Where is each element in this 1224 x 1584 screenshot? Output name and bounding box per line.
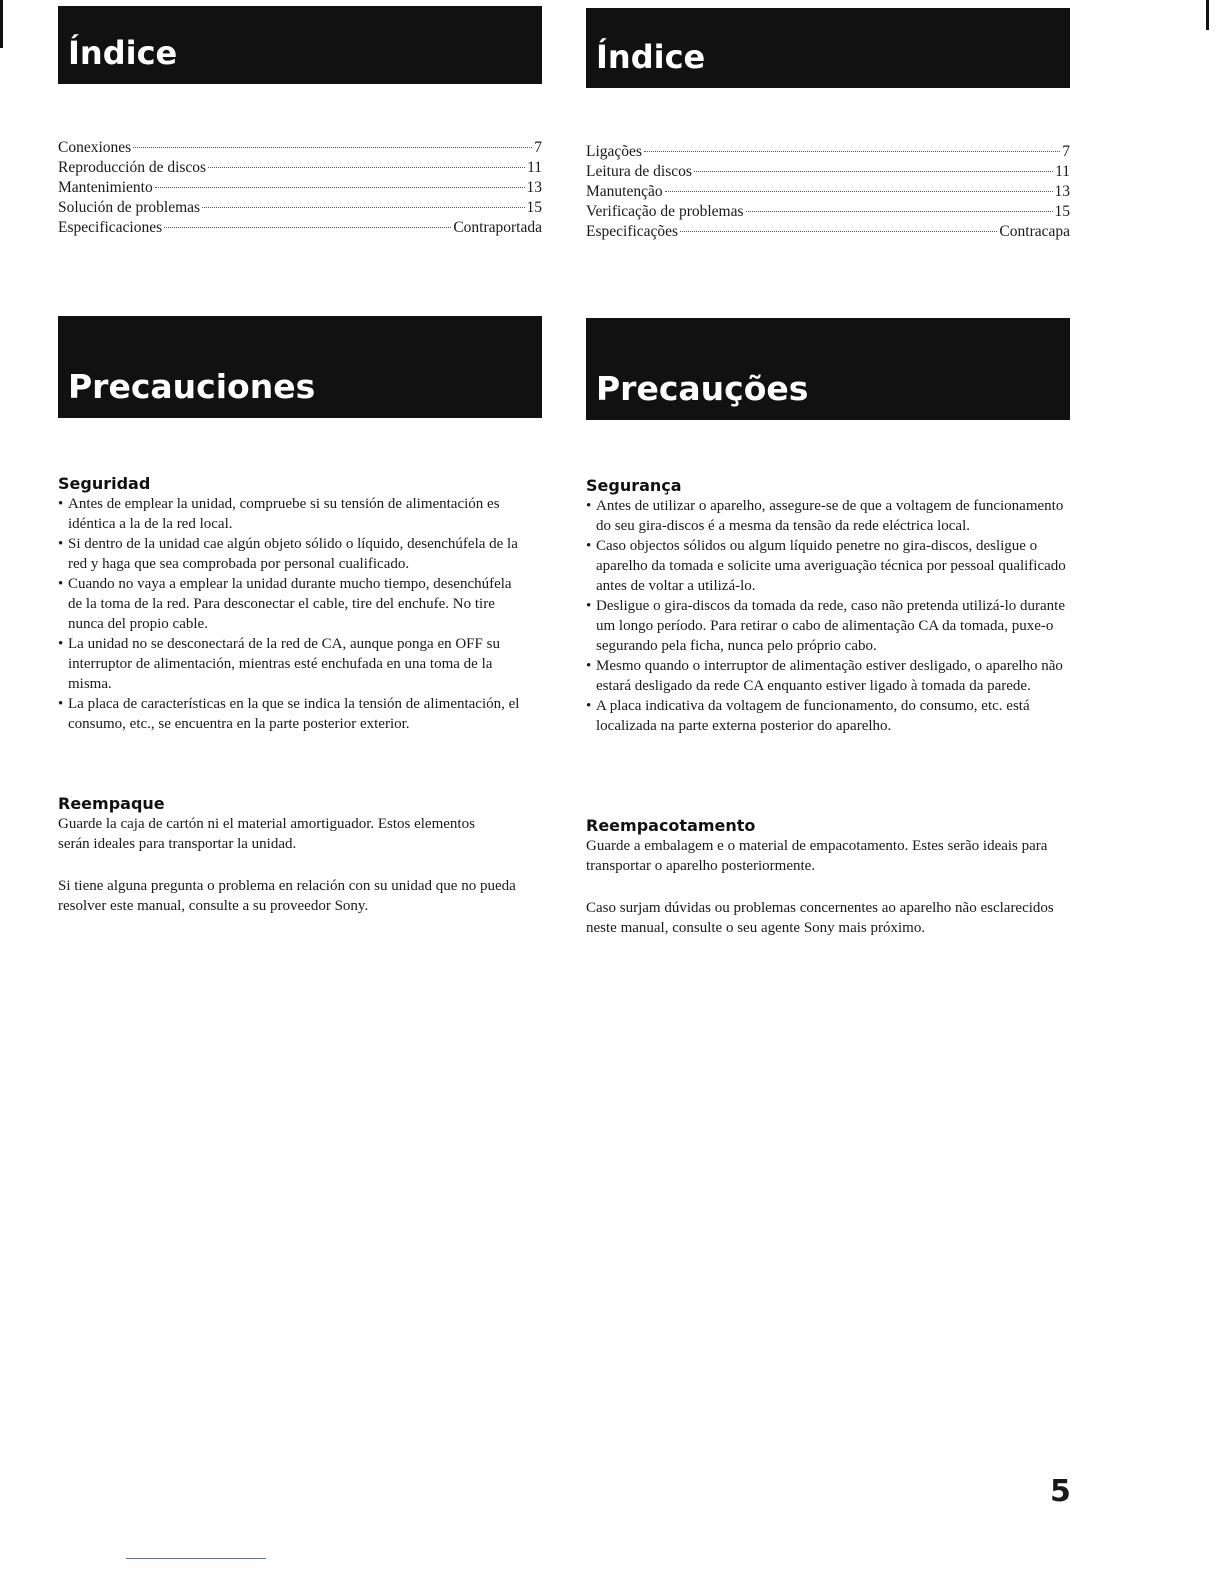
repack-text-es: Guarde la caja de cartón ni el material amortiguador. Estos elementos serán ideales para transportar la unidad. bbox=[58, 816, 475, 852]
toc-entry: Manutenção 13 bbox=[586, 183, 1070, 200]
toc-entry: Mantenimiento 13 bbox=[58, 179, 542, 196]
closing-es bbox=[58, 876, 538, 916]
list-item: • La placa de características en la que se indica la tensión de alimentación, el consumo, etc., se encuentra en la parte posterior exterior. bbox=[58, 694, 528, 734]
toc-entry: Reproducción de discos 11 bbox=[58, 159, 542, 176]
safety-heading-es: Seguridad bbox=[58, 474, 151, 493]
list-item: • Antes de utilizar o aparelho, assegure-se de que a voltagem de funcionamento do seu gira-discos é a mesma da tensão da rede eléctrica local. bbox=[586, 496, 1070, 536]
index-banner-pt bbox=[586, 8, 1070, 88]
list-item: • Si dentro de la unidad cae algún objeto sólido o líquido, desenchúfela de la red y haga que sea comprobada por personal cualificado. bbox=[58, 534, 528, 574]
edge-mark-right bbox=[1206, 0, 1209, 30]
toc-entry: Especificações Contracapa bbox=[586, 223, 1070, 240]
repack-section-pt bbox=[586, 816, 1056, 876]
toc-entry: Solución de problemas 15 bbox=[58, 199, 542, 216]
index-title-pt: Índice bbox=[596, 38, 706, 76]
precautions-banner-es bbox=[58, 316, 542, 418]
repack-heading-es: Reempaque bbox=[58, 794, 165, 813]
precautions-title-pt: Precauções bbox=[596, 369, 809, 408]
safety-section-pt bbox=[586, 476, 1070, 736]
list-item: • La unidad no se desconectará de la red de CA, aunque ponga en OFF su interruptor de alimentación, mientras esté enchufada en una toma de la misma. bbox=[58, 634, 528, 694]
bottom-rule bbox=[126, 1558, 266, 1559]
toc-entry: Ligações 7 bbox=[586, 143, 1070, 160]
edge-mark-left bbox=[0, 0, 3, 48]
safety-heading-pt: Segurança bbox=[586, 476, 682, 495]
precautions-banner-pt bbox=[586, 318, 1070, 420]
closing-text-es: Si tiene alguna pregunta o problema en relación con su unidad que no pueda resolver este manual, consulte a su proveedor Sony. bbox=[58, 878, 516, 914]
precautions-title-es: Precauciones bbox=[68, 367, 316, 406]
toc-pt bbox=[586, 142, 1070, 242]
repack-section-es bbox=[58, 794, 488, 854]
toc-es bbox=[58, 138, 542, 238]
toc-entry: Leitura de discos 11 bbox=[586, 163, 1070, 180]
list-item: • Antes de emplear la unidad, compruebe si su tensión de alimentación es idéntica a la de la red local. bbox=[58, 494, 528, 534]
toc-entry: Verificação de problemas 15 bbox=[586, 203, 1070, 220]
closing-pt bbox=[586, 898, 1056, 938]
repack-text-pt: Guarde a embalagem e o material de empacotamento. Estes serão ideais para transportar o aparelho posteriormente. bbox=[586, 838, 1048, 874]
index-banner-es bbox=[58, 6, 542, 84]
closing-text-pt: Caso surjam dúvidas ou problemas concernentes ao aparelho não esclarecidos neste manual, consulte o seu agente Sony mais próximo. bbox=[586, 900, 1054, 936]
list-item: • Desligue o gira-discos da tomada da rede, caso não pretenda utilizá-lo durante um longo período. Para retirar o cabo de alimentação CA da tomada, puxe-o segurando pela ficha, nunca pelo próprio cabo. bbox=[586, 596, 1070, 656]
safety-section-es bbox=[58, 474, 528, 734]
repack-heading-pt: Reempacotamento bbox=[586, 816, 756, 835]
index-title-es: Índice bbox=[68, 34, 178, 72]
list-item: • A placa indicativa da voltagem de funcionamento, do consumo, etc. está localizada na parte externa posterior do aparelho. bbox=[586, 696, 1070, 736]
toc-entry: Especificaciones Contraportada bbox=[58, 219, 542, 236]
toc-entry: Conexiones 7 bbox=[58, 139, 542, 156]
page-number: 5 bbox=[1050, 1474, 1071, 1509]
list-item: • Caso objectos sólidos ou algum líquido penetre no gira-discos, desligue o aparelho da tomada e solicite uma averiguação técnica por pessoal qualificado antes de voltar a utilizá-lo. bbox=[586, 536, 1070, 596]
list-item: • Mesmo quando o interruptor de alimentação estiver desligado, o aparelho não estará desligado da rede CA enquanto estiver ligado à tomada da parede. bbox=[586, 656, 1070, 696]
list-item: • Cuando no vaya a emplear la unidad durante mucho tiempo, desenchúfela de la toma de la red. Para desconectar el cable, tire del enchufe. No tire nunca del propio cable. bbox=[58, 574, 528, 634]
